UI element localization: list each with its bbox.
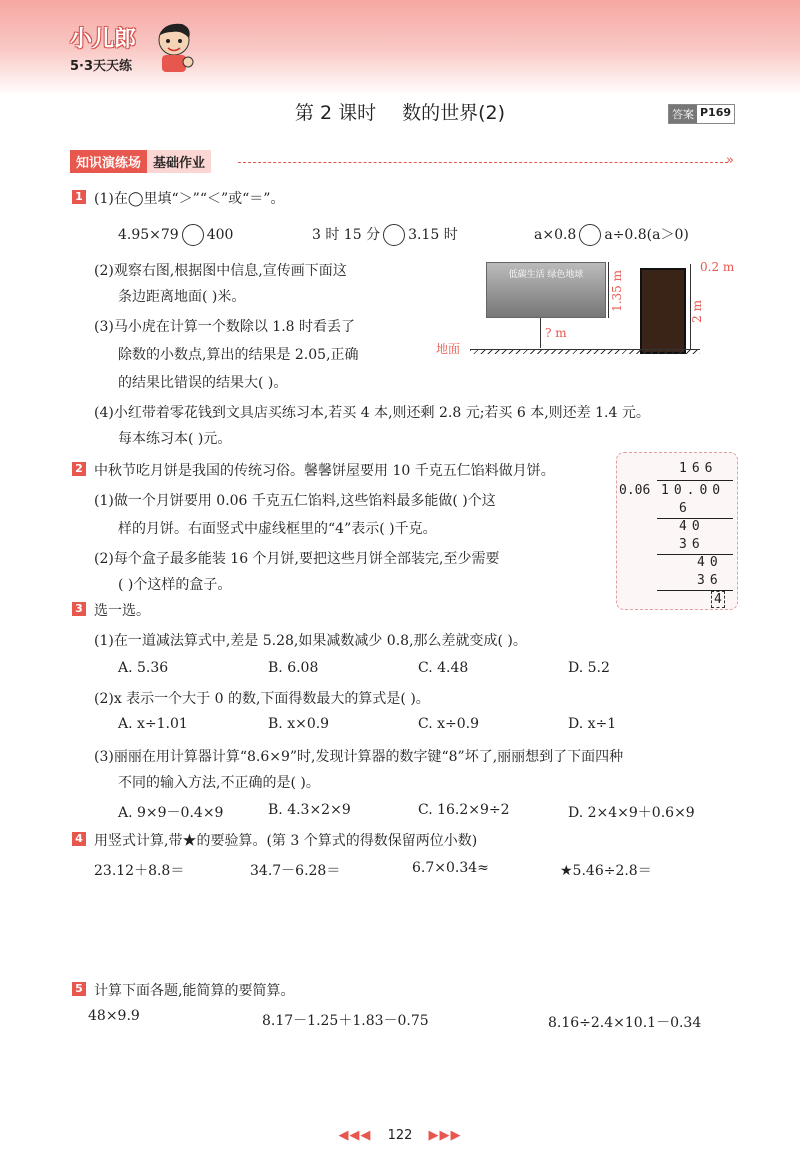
compare-2-left: 3 时 15 分 [312, 227, 381, 243]
compare-3-left: a×0.8 [534, 227, 577, 243]
division-step-5: 36 [697, 573, 723, 588]
next-page-arrows-icon: ▶▶▶ [428, 1128, 462, 1143]
q3-sub2-option-a[interactable]: A. x÷1.01 [118, 716, 188, 732]
answer-page: P169 [700, 106, 732, 119]
q2-part1-line2: 样的月饼。右面竖式中虚线框里的“4”表示( )千克。 [118, 521, 437, 537]
brand-logo [70, 22, 136, 74]
poster-height-label: 1.35 m [610, 270, 624, 312]
poster-height-line [608, 262, 609, 318]
division-step-4: 40 [697, 555, 723, 570]
q1-part4-line1: (4)小红带着零花钱到文具店买练习本,若买 4 本,则还剩 2.8 元;若买 6 本,则还差 1.4 元。 [94, 405, 650, 421]
mascot-icon [152, 20, 196, 74]
q3-sub2-option-c[interactable]: C. x÷0.9 [418, 716, 480, 732]
q2-part1-line1: (1)做一个月饼要用 0.06 千克五仁馅料,这些馅料最多能做( )个这 [94, 493, 496, 509]
question-4-number: 4 [72, 832, 86, 846]
q5-expression-1: 48×9.9 [88, 1008, 140, 1024]
compare-1-right: 400 [206, 227, 234, 243]
division-dividend: 10.00 [661, 483, 726, 498]
division-bar [657, 480, 733, 481]
q4-expression-2: 34.7－6.28＝ [250, 863, 341, 879]
q3-sub3-line1: (3)丽丽在用计算器计算“8.6×9”时,发现计算器的数字键“8”坏了,丽丽想到了下面四种 [94, 749, 624, 765]
q3-sub1-option-b[interactable]: B. 6.08 [268, 660, 319, 676]
q4-expression-3: 6.7×0.34≈ [412, 860, 489, 876]
division-divisor: 0.06 [619, 483, 651, 498]
answer-reference [668, 104, 735, 124]
q1-part3-line2: 除数的小数点,算出的结果是 2.05,正确 [118, 347, 359, 363]
q2-intro: 中秋节吃月饼是我国的传统习俗。馨馨饼屋要用 10 千克五仁馅料做月饼。 [94, 463, 555, 479]
page-number: 122 [387, 1128, 413, 1143]
section-tag-basic: 基础作业 [147, 150, 211, 173]
division-quotient: 166 [679, 461, 718, 476]
ground-label: 地面 [436, 342, 461, 356]
answer-circle[interactable] [383, 224, 405, 246]
q1-compare-1 [118, 224, 233, 246]
poster-caption: 低碳生活 绿色地球 [508, 270, 584, 280]
division-step-2: 40 [679, 519, 705, 534]
question-3-number: 3 [72, 602, 86, 616]
q3-sub3-option-a[interactable]: A. 9×9－0.4×9 [118, 805, 224, 821]
answer-circle[interactable] [579, 224, 601, 246]
q3-sub2-option-d[interactable]: D. x÷1 [568, 716, 617, 732]
lesson-number: 第 2 课时 [294, 102, 377, 124]
q1-part3-line1: (3)马小虎在计算一个数除以 1.8 时看丢了 [94, 319, 355, 335]
poster-illustration [486, 262, 606, 318]
lesson-topic: 数的世界(2) [402, 102, 506, 124]
q3-sub3-option-d[interactable]: D. 2×4×9＋0.6×9 [568, 805, 695, 821]
q5-expression-2: 8.17－1.25＋1.83－0.75 [262, 1013, 429, 1029]
answer-label: 答案 [669, 105, 697, 123]
q3-sub3-option-c[interactable]: C. 16.2×9÷2 [418, 802, 510, 818]
q3-sub1-option-c[interactable]: C. 4.48 [418, 660, 469, 676]
q2-part2-line1: (2)每个盒子最多能装 16 个月饼,要把这些月饼全部装完,至少需要 [94, 551, 500, 567]
section-bar [70, 150, 211, 173]
q1-part2-line1: (2)观察右图,根据图中信息,宣传画下面这 [94, 263, 347, 279]
q1-part1-prompt: (1)在◯里填“＞”“＜”或“＝”。 [94, 191, 285, 207]
answer-circle[interactable] [182, 224, 204, 246]
compare-2-right: 3.15 时 [408, 227, 458, 243]
logo-subtitle: 5·3天天练 [70, 59, 133, 74]
q1-compare-3 [534, 224, 689, 246]
q3-sub3-option-b[interactable]: B. 4.3×2×9 [268, 802, 351, 818]
ground-line [470, 349, 700, 354]
q2-part2-line2: ( )个这样的盒子。 [118, 577, 232, 593]
compare-1-left: 4.95×79 [118, 227, 179, 243]
q3-sub1: (1)在一道减法算式中,差是 5.28,如果减数减少 0.8,那么差就变成( )。 [94, 633, 527, 649]
chevron-right-icon: » [726, 153, 734, 168]
q3-title: 选一选。 [94, 603, 150, 619]
q1-part4-line2: 每本练习本( )元。 [118, 431, 232, 447]
question-5-number: 5 [72, 982, 86, 996]
q3-sub1-option-d[interactable]: D. 5.2 [568, 660, 610, 676]
q1-part3-line3: 的结果比错误的结果大( )。 [118, 375, 288, 391]
division-step-1: 6 [679, 501, 692, 516]
unknown-height-line [540, 318, 541, 348]
compare-3-right: a÷0.8(a＞0) [604, 227, 689, 243]
q5-expression-3: 8.16÷2.4×10.1－0.34 [548, 1015, 702, 1031]
door-illustration [640, 268, 686, 354]
unknown-height-label: ? m [545, 326, 567, 340]
long-division-box [616, 452, 738, 610]
division-remainder: 4 [711, 591, 725, 608]
q3-sub3-line2: 不同的输入方法,不正确的是( )。 [118, 775, 320, 791]
q1-compare-2 [312, 224, 458, 246]
page-footer [0, 1128, 800, 1143]
q4-expression-4: ★5.46÷2.8＝ [560, 863, 652, 879]
q3-sub1-option-a[interactable]: A. 5.36 [118, 660, 169, 676]
q4-title: 用竖式计算,带★的要验算。(第 3 个算式的得数保留两位小数) [94, 833, 478, 849]
q3-sub2-option-b[interactable]: B. x×0.9 [268, 716, 330, 732]
q4-expression-1: 23.12＋8.8＝ [94, 863, 185, 879]
question-1-number: 1 [72, 190, 86, 204]
section-divider [238, 162, 728, 163]
section-tag-knowledge: 知识演练场 [70, 150, 147, 173]
question-2-number: 2 [72, 462, 86, 476]
logo-title: 小儿郎 [70, 27, 137, 52]
q1-part2-line2: 条边距离地面( )米。 [118, 289, 246, 305]
division-step-3: 36 [679, 537, 705, 552]
door-height-label: 2 m [690, 300, 704, 323]
gap-label: 0.2 m [700, 260, 735, 274]
prev-page-arrows-icon: ◀◀◀ [338, 1128, 372, 1143]
q5-title: 计算下面各题,能简算的要简算。 [94, 983, 295, 999]
q3-sub2: (2)x 表示一个大于 0 的数,下面得数最大的算式是( )。 [94, 691, 430, 707]
